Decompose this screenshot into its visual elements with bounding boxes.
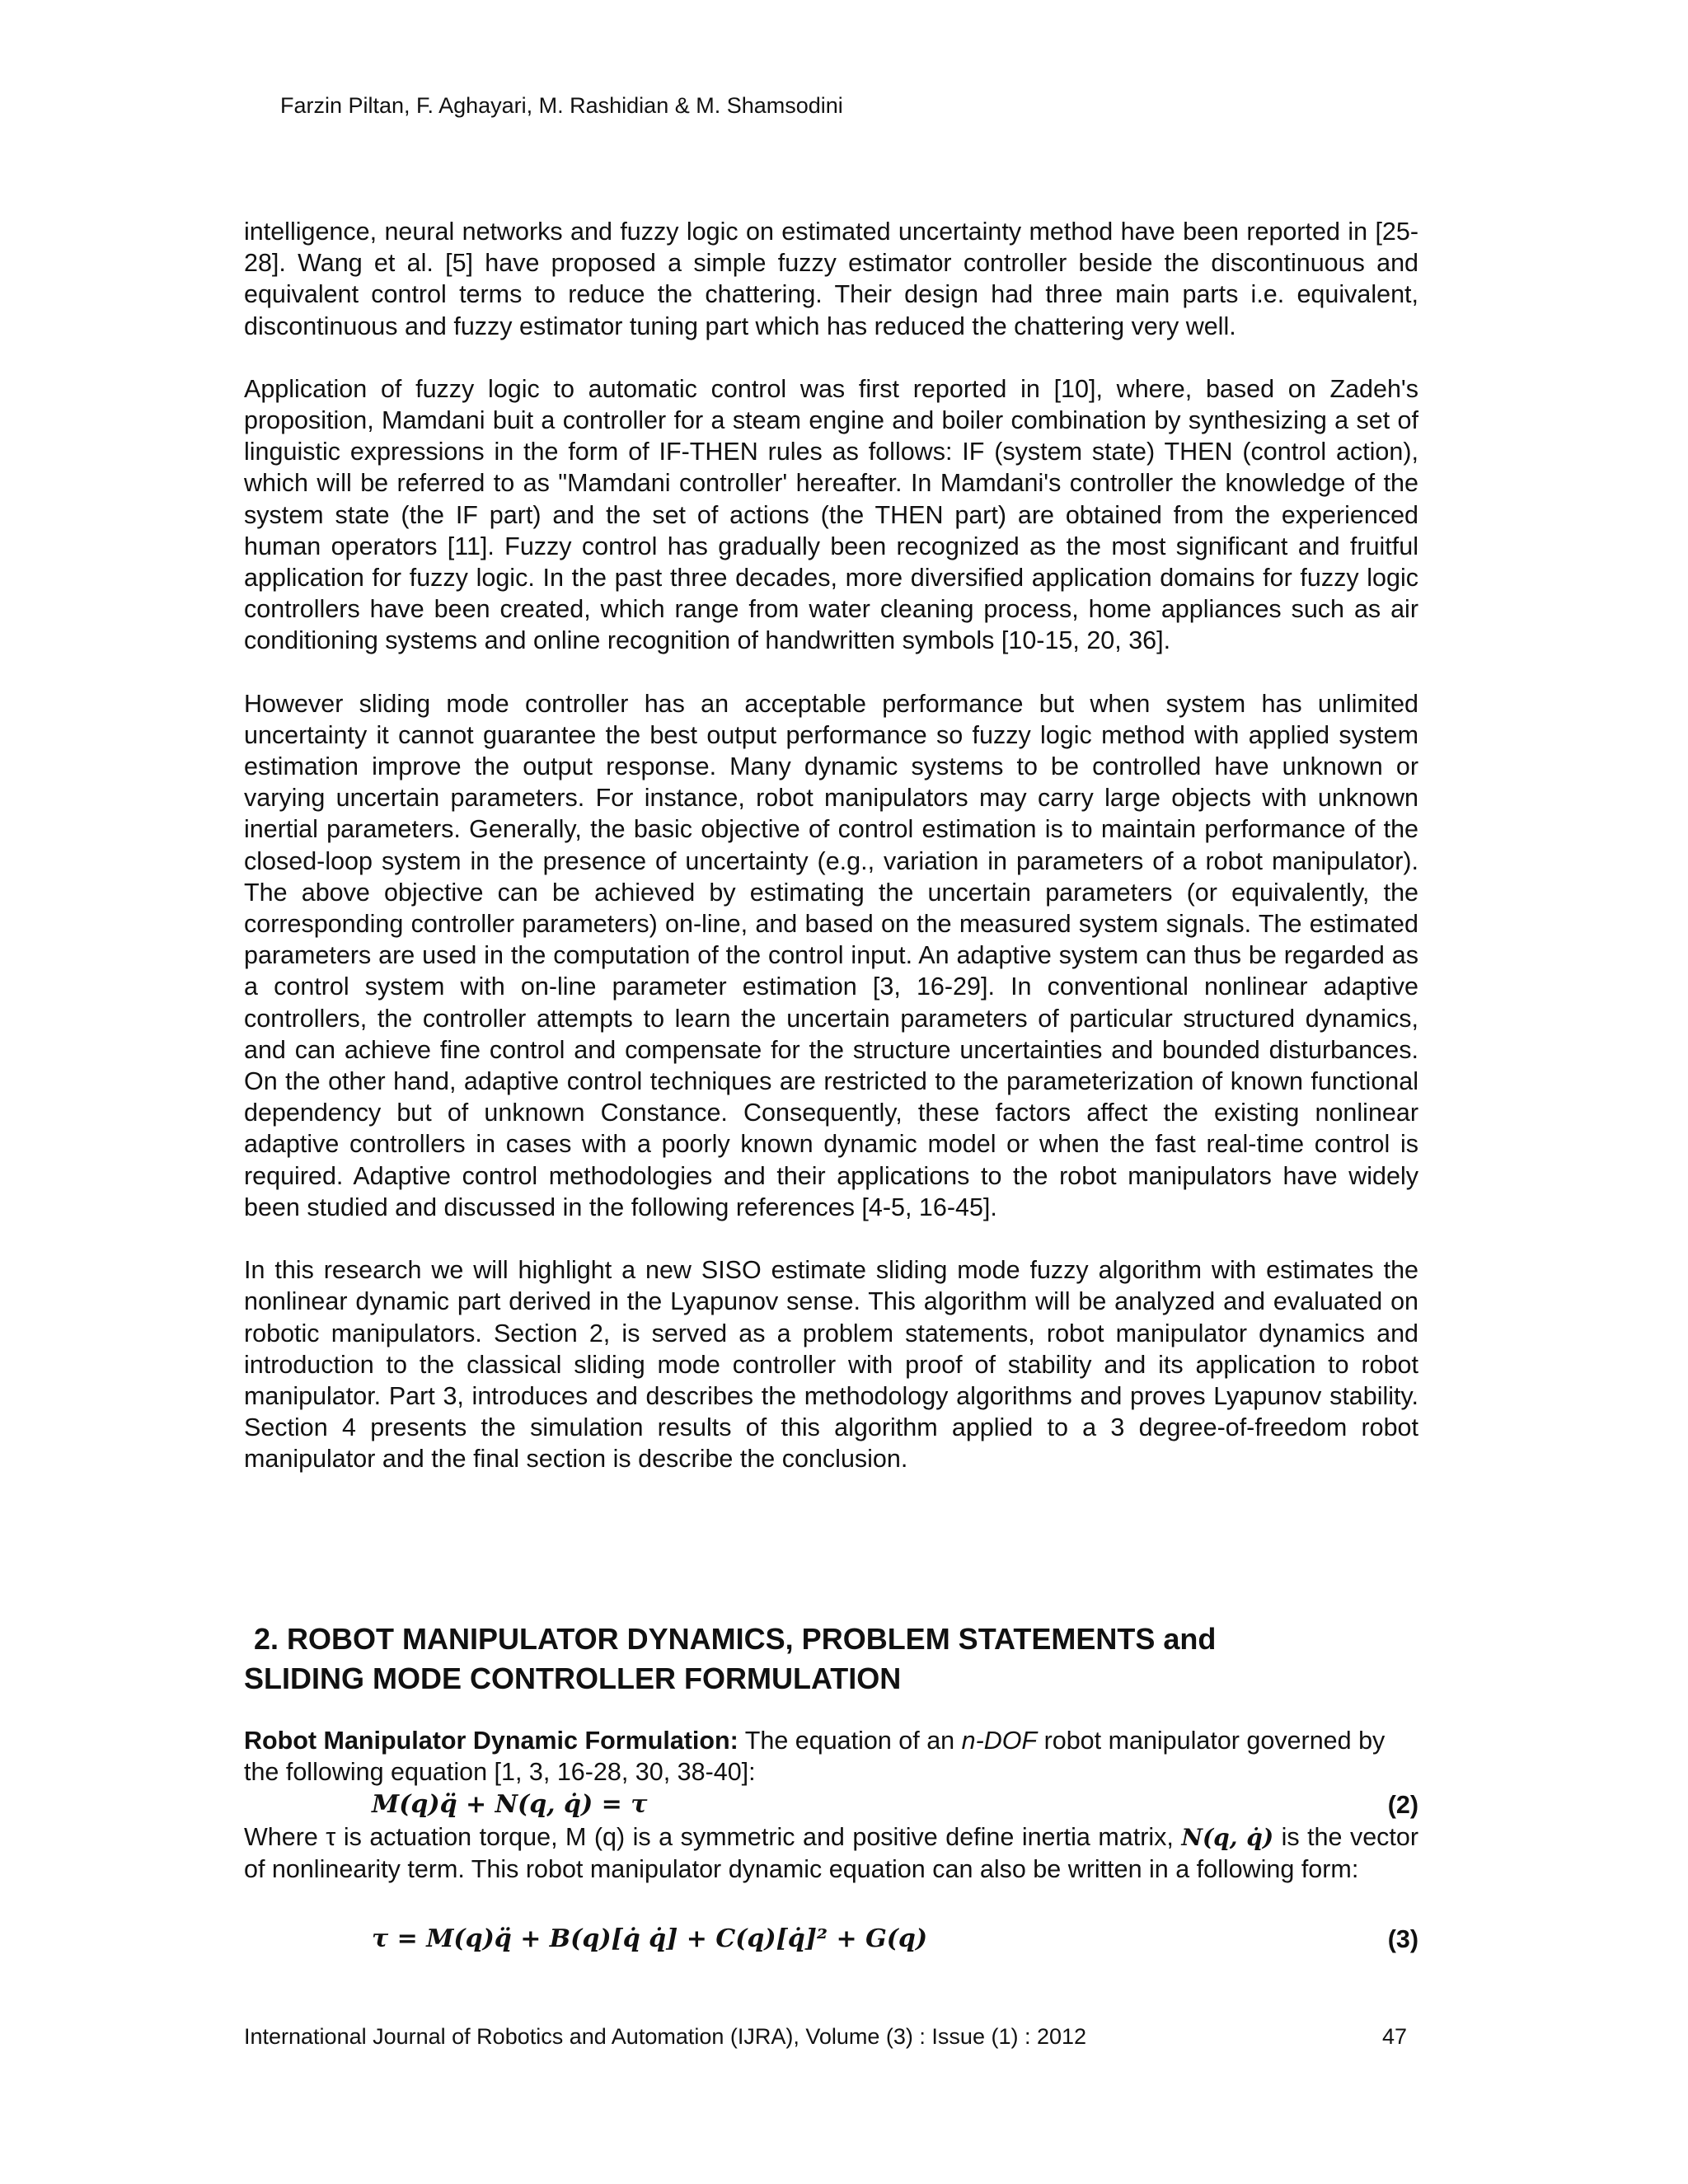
- inline-math: N(q, q̇): [1181, 1824, 1274, 1851]
- subsection-text: The equation of an: [738, 1727, 962, 1755]
- equation: M(q)q̈ + N(q, q̇) = τ: [372, 1790, 648, 1819]
- explanation-text: is the vector of nonlinearity term. This robot manipulator dynamic equation can also be written in a following form:: [244, 1823, 1418, 1884]
- paragraph: Application of fuzzy logic to automatic control was first reported in [10], where, based on Zadeh's proposition, Mamdani buit a controller for a steam engine and boiler combination by synthesizing a set of linguistic expressions in the form of IF-THEN rules as follows: IF (system state) THEN (control action), which will be referred to as "Mamdani controller' hereafter. In Mamdani's controller the knowledge of the system state (the IF part) and the set of actions (the THEN part) are obtained from the experienced human operators [11]. Fuzzy control has gradually been recognized as the most significant and fruitful application for fuzzy logic. In the past three decades, more diversified application domains for fuzzy logic controllers have been created, which range from water cleaning process, home appliances such as air conditioning systems and online recognition of handwritten symbols [10-15, 20, 36].: [244, 374, 1418, 655]
- running-head: Farzin Piltan, F. Aghayari, M. Rashidian & M. Shamsodini: [280, 93, 843, 118]
- paragraph: In this research we will highlight a new SISO estimate sliding mode fuzzy algorithm with estimates the nonlinear dynamic part derived in the Lyapunov sense. This algorithm will be analyzed and evaluated on robotic manipulators. Section 2, is served as a problem statements, robot manipulator dynamics and introduction to the classical sliding mode controller with proof of stability and its application to robot manipulator. Part 3, introduces and describes the methodology algorithms and proves Lyapunov stability. Section 4 presents the simulation results of this algorithm applied to a 3 degree-of-freedom robot manipulator and the final section is describe the conclusion.: [244, 1256, 1418, 1474]
- body-text: [244, 216, 1418, 1507]
- equation-row: [244, 1788, 1418, 1821]
- equation-number: (2): [1387, 1791, 1418, 1819]
- section-heading-line: SLIDING MODE CONTROLLER FORMULATION: [244, 1661, 902, 1695]
- subsection-title: Robot Manipulator Dynamic Formulation:: [244, 1727, 738, 1755]
- section-heading-line: 2. ROBOT MANIPULATOR DYNAMICS, PROBLEM STATEMENTS and: [254, 1622, 1217, 1656]
- subsection-text: robot manipulator governed by the following equation [1, 3, 16-28, 30, 38-40]:: [244, 1727, 1386, 1787]
- page-number: 47: [1381, 2024, 1407, 2049]
- paragraph: intelligence, neural networks and fuzzy logic on estimated uncertainty method have been reported in [25-28]. Wang et al. [5] have proposed a simple fuzzy estimator controller beside the discontinuous and equivalent control terms to reduce the chattering. Their design had three main parts i.e. equivalent, discontinuous and fuzzy estimator tuning part which has reduced the chattering very well.: [244, 218, 1418, 340]
- subsection-intro: [244, 1725, 1418, 1788]
- equation-number: (3): [1387, 1925, 1418, 1953]
- subsection-italic: n-DOF: [961, 1727, 1038, 1755]
- paragraph: However sliding mode controller has an acceptable performance but when system has unlimited uncertainty it cannot guarantee the best output performance so fuzzy logic method with applied system estimation improve the output response. Many dynamic systems to be controlled have unknown or varying uncertain parameters. For instance, robot manipulators may carry large objects with unknown inertial parameters. Generally, the basic objective of control estimation is to maintain performance of the closed-loop system in the presence of uncertainty (e.g., variation in parameters of a robot manipulator). The above objective can be achieved by estimating the uncertain parameters (or equivalently, the corresponding controller parameters) on-line, and based on the measured system signals. The estimated parameters are used in the computation of the control input. An adaptive system can thus be regarded as a control system with on-line parameter estimation [3, 16-29]. In conventional nonlinear adaptive controllers, the controller attempts to learn the uncertain parameters of particular structured dynamics, and can achieve fine control and compensate for the structure uncertainties and bounded disturbances. On the other hand, adaptive control techniques are restricted to the parameterization of known functional dependency but of unknown Constance. Consequently, these factors affect the existing nonlinear adaptive controllers in cases with a poorly known dynamic model or when the fast real-time control is required. Adaptive control methodologies and their applications to the robot manipulators have widely been studied and discussed in the following references [4-5, 16-45].: [244, 689, 1418, 1221]
- equation: τ = M(q)q̈ + B(q)[q̇ q̇] + C(q)[q̇]² + G(q): [372, 1924, 928, 1953]
- equation-explanation: [244, 1821, 1418, 1885]
- equation-row: [244, 1923, 1418, 1956]
- explanation-text: Where τ is actuation torque, M (q) is a symmetric and positive define inertia matrix,: [244, 1823, 1182, 1851]
- journal-citation: International Journal of Robotics and Automation (IJRA), Volume (3) : Issue (1) : 2012: [244, 2024, 1087, 2049]
- section-heading: [244, 1619, 1418, 1699]
